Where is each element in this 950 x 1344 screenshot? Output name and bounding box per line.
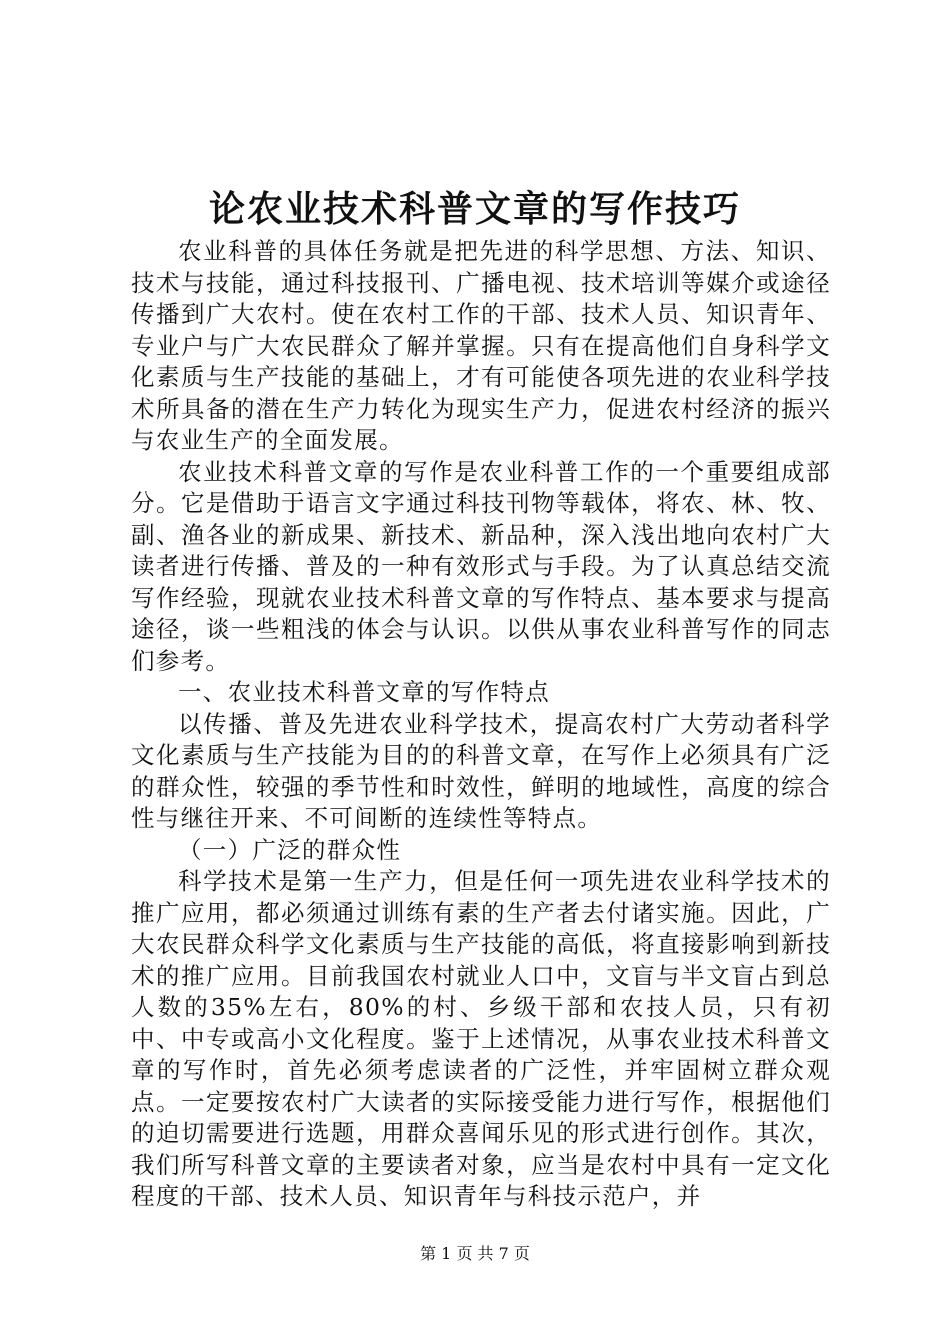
page-footer: 第 1 页 共 7 页 <box>420 1244 530 1263</box>
document-title: 论农业技术科普文章的写作技巧 <box>208 188 741 230</box>
paragraph: 以传播、普及先进农业科学技术，提高农村广大劳动者科学文化素质与生产技能为目的的科普文章，在写作上必须具有广泛的群众性，较强的季节性和时效性，鲜明的地域性，高度的综合性与继往开来、不可间断的连续性等特点。 <box>131 709 831 832</box>
subsection-heading: （一）广泛的群众性 <box>178 835 402 864</box>
document-body <box>131 236 831 1213</box>
paragraph: 农业技术科普文章的写作是农业科普工作的一个重要组成部分。它是借助于语言文字通过科技刊物等载体，将农、林、牧、副、渔各业的新成果、新技术、新品种，深入浅出地向农村广大读者进行传播、普及的一种有效形式与手段。为了认真总结交流写作经验，现就农业技术科普文章的写作特点、基本要求与提高途径，谈一些粗浅的体会与认识。以供从事农业科普写作的同志们参考。 <box>131 457 831 675</box>
section-heading: 一、农业技术科普文章的写作特点 <box>178 678 550 706</box>
paragraph: 科学技术是第一生产力，但是任何一项先进农业科学技术的推广应用，都必须通过训练有素的生产者去付诸实施。因此，广大农民群众科学文化素质与生产技能的高低，将直接影响到新技术的推广应用。目前我国农村就业人口中，文盲与半文盲占到总人数的35%左右，80%的村、乡级干部和农技人员，只有初中、中专或高小文化程度。鉴于上述情况，从事农业技术科普文章的写作时，首先必须考虑读者的广泛性，并牢固树立群众观点。一定要按农村广大读者的实际接受能力进行写作，根据他们的迫切需要进行选题，用群众喜闻乐见的形式进行创作。其次，我们所写科普文章的主要读者对象，应当是农村中具有一定文化程度的干部、技术人员、知识青年与科技示范户，并 <box>131 867 831 1210</box>
paragraph: 农业科普的具体任务就是把先进的科学思想、方法、知识、技术与技能，通过科技报刊、广播电视、技术培训等媒介或途径传播到广大农村。使在农村工作的干部、技术人员、知识青年、专业户与广大农民群众了解并掌握。只有在提高他们自身科学文化素质与生产技能的基础上，才有可能使各项先进的农业科学技术所具备的潜在生产力转化为现实生产力，促进农村经济的振兴与农业生产的全面发展。 <box>131 237 831 454</box>
